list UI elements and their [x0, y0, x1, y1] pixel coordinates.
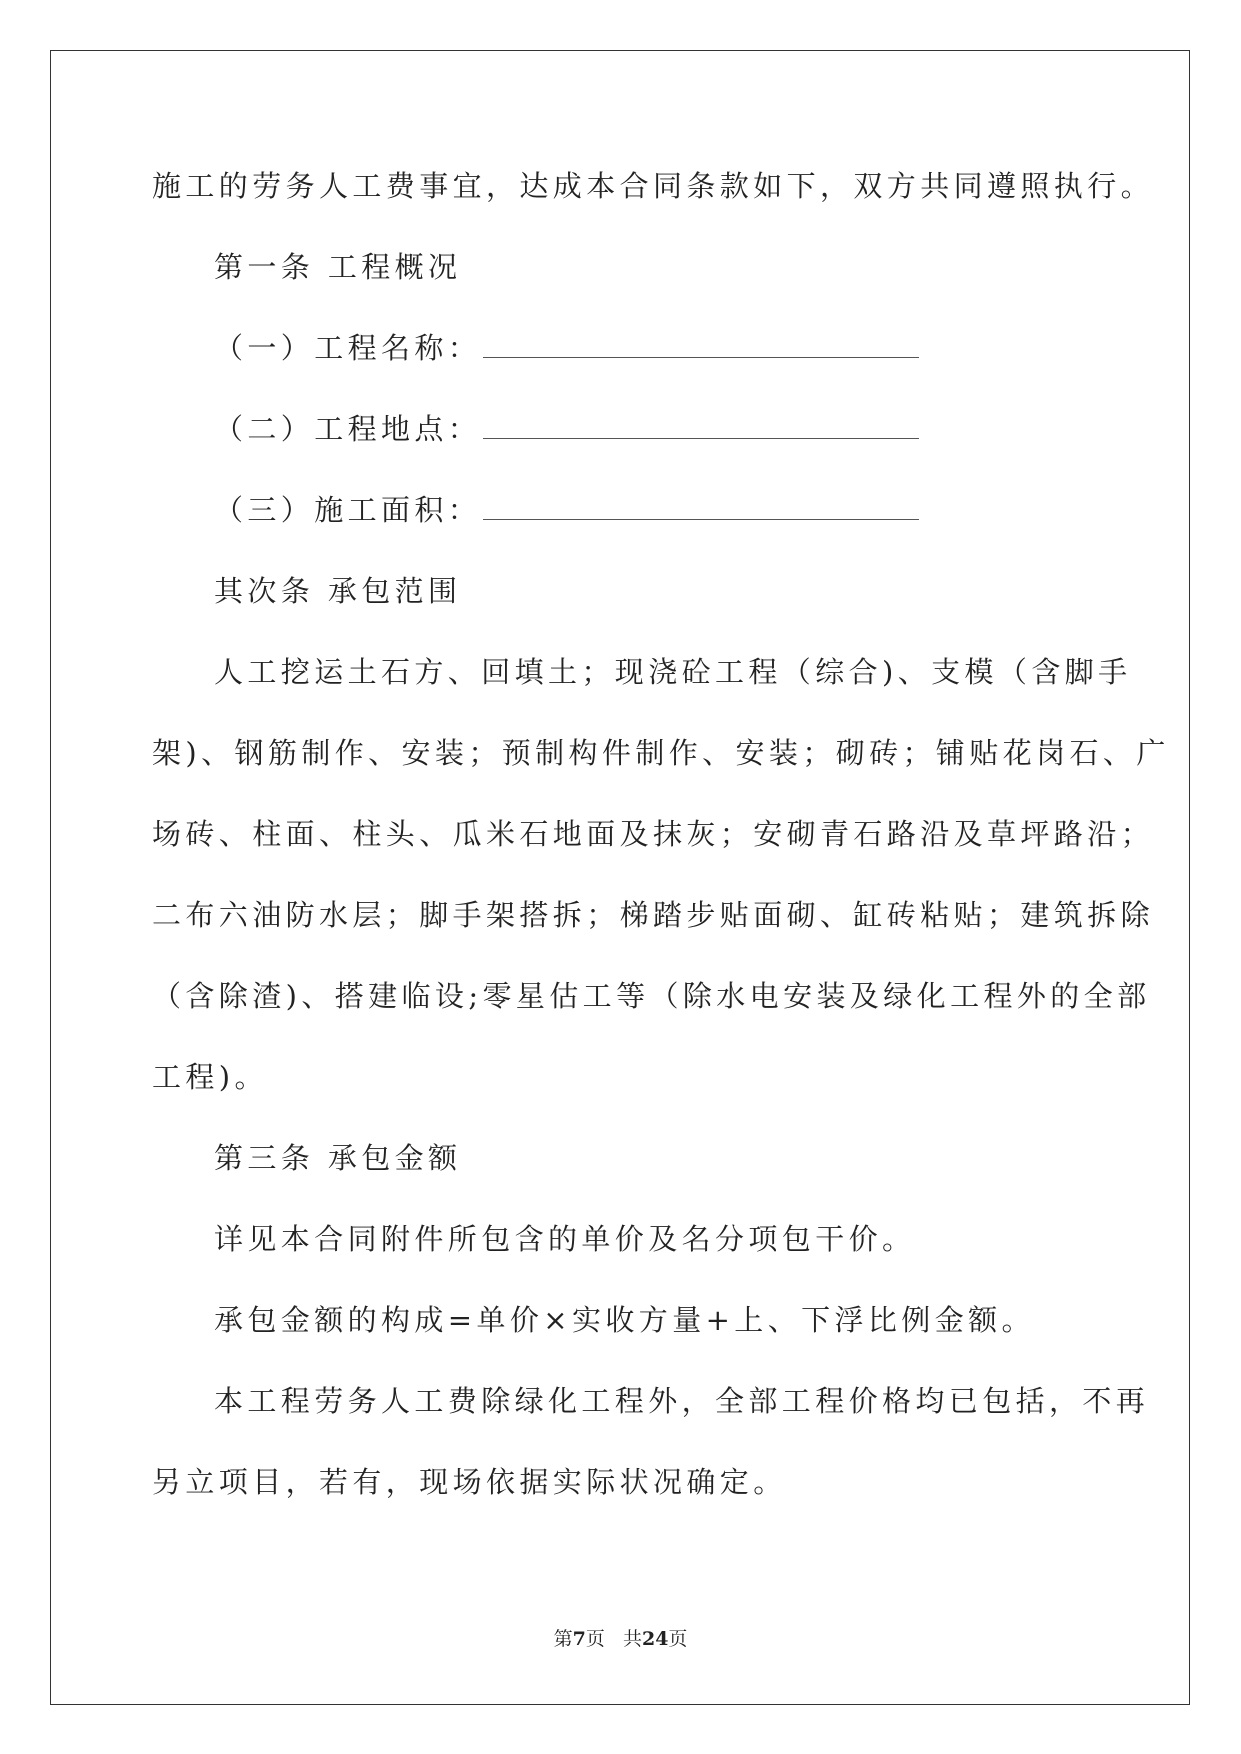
- field-label: （三）施工面积：: [214, 493, 482, 527]
- paragraph-line: 施工的劳务人工费事宜，达成本合同条款如下，双方共同遵照执行。: [152, 169, 1155, 203]
- page-prefix: 第: [553, 1628, 573, 1650]
- section-heading-2: 其次条 承包范围: [214, 574, 462, 608]
- page-number: 7: [572, 1628, 586, 1650]
- field-project-name: [152, 328, 1088, 409]
- paragraph-line: （含除渣)、搭建临设;零星估工等（除水电安装及绿化工程外的全部: [152, 979, 1151, 1013]
- document-body: [152, 166, 1170, 1543]
- page-suffix: 页: [585, 1628, 605, 1650]
- field-label: （二）工程地点：: [214, 412, 482, 446]
- blank-line: [483, 414, 919, 439]
- paragraph-line: 另立项目，若有，现场依据实际状况确定。: [152, 1465, 787, 1499]
- blank-line: [483, 333, 919, 358]
- blank-line: [483, 495, 919, 520]
- total-suffix: 页: [668, 1628, 688, 1650]
- field-label: （一）工程名称：: [214, 331, 482, 365]
- total-prefix: 共: [622, 1628, 642, 1650]
- paragraph-line: 详见本合同附件所包含的单价及名分项包干价。: [214, 1222, 916, 1256]
- paragraph-line: 架)、钢筋制作、安装；预制构件制作、安装；砌砖；铺贴花岗石、广: [152, 736, 1170, 770]
- total-pages: 24: [641, 1628, 669, 1650]
- field-project-location: [152, 409, 1088, 490]
- section-heading-3: 第三条 承包金额: [214, 1141, 462, 1175]
- paragraph-line: 人工挖运土石方、回填土；现浇砼工程（综合)、支模（含脚手: [214, 655, 1132, 689]
- page-footer: [0, 1624, 1241, 1651]
- paragraph-line: 二布六油防水层；脚手架搭拆；梯踏步贴面砌、缸砖粘贴；建筑拆除: [152, 898, 1155, 932]
- paragraph-line: 本工程劳务人工费除绿化工程外，全部工程价格均已包括，不再: [214, 1384, 1150, 1418]
- paragraph-line: 工程)。: [152, 1060, 268, 1094]
- field-construction-area: [152, 490, 1088, 571]
- section-heading-1: 第一条 工程概况: [214, 250, 462, 284]
- paragraph-line: 场砖、柱面、柱头、瓜米石地面及抹灰；安砌青石路沿及草坪路沿；: [152, 817, 1155, 851]
- paragraph-line: 承包金额的构成=单价×实收方量+上、下浮比例金额。: [214, 1303, 1035, 1337]
